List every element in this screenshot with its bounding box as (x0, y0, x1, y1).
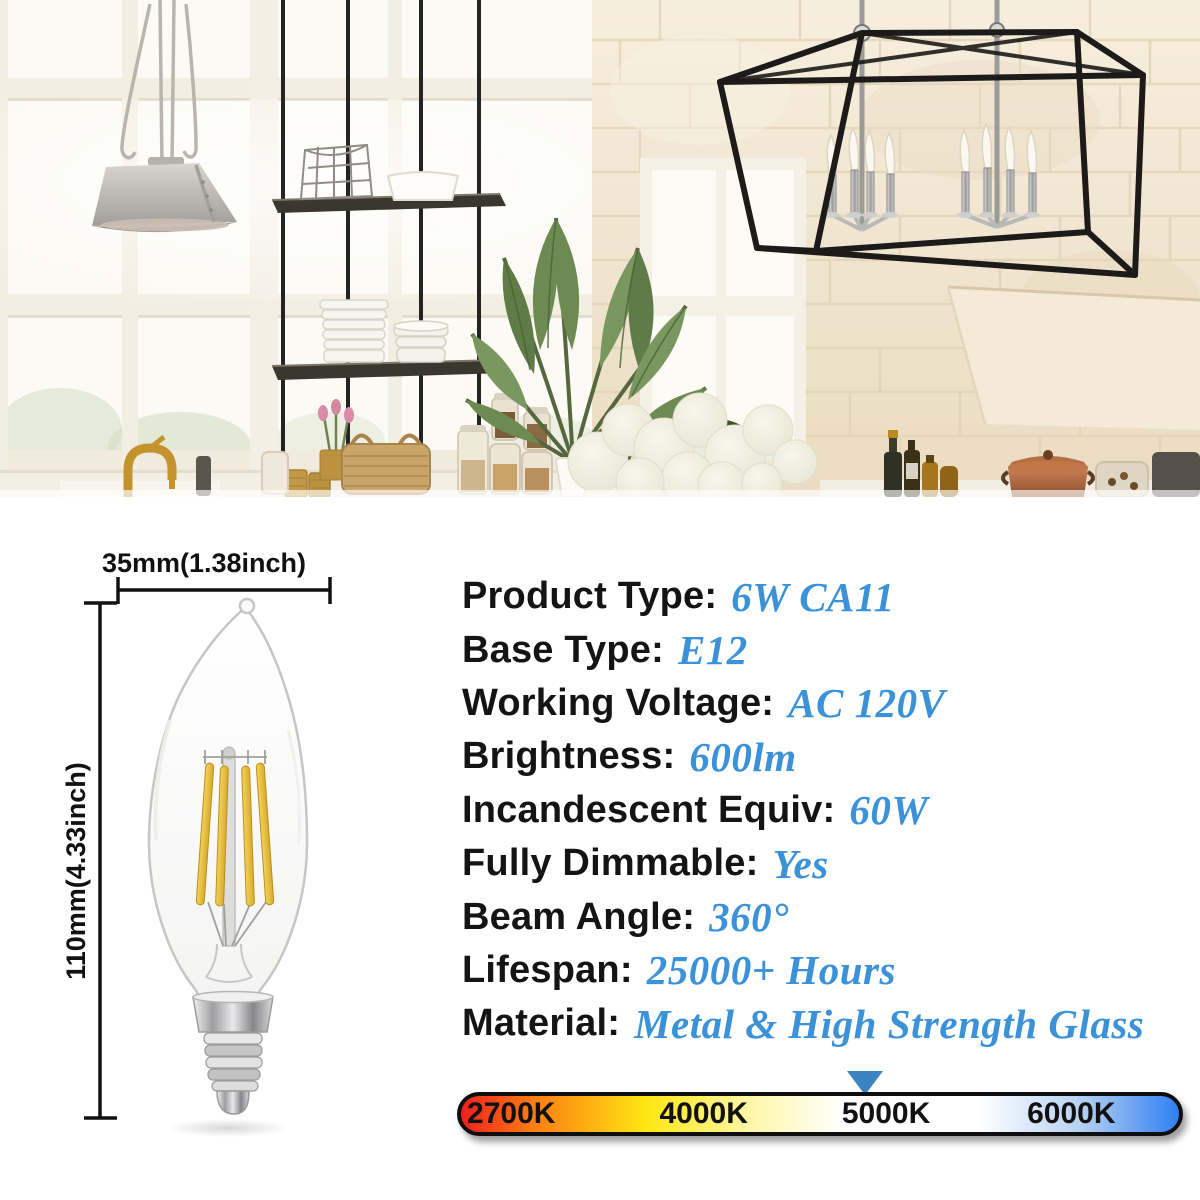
spec-label: Product Type: (462, 575, 718, 618)
spec-label: Brightness: (462, 735, 676, 778)
spec-row (462, 944, 1182, 997)
color-temperature-bar (457, 1092, 1183, 1136)
spec-row (462, 837, 1182, 890)
height-dimension-label: 110mm(4.33inch) (61, 762, 91, 980)
spec-value: 600lm (689, 733, 797, 780)
spec-label: Material: (462, 1002, 621, 1045)
screw-threads (204, 1033, 262, 1091)
spec-value: 25000+ Hours (646, 947, 896, 994)
bulb-shadow (168, 1119, 288, 1137)
spec-row (462, 997, 1182, 1050)
spec-row (462, 784, 1182, 837)
spec-label: Incandescent Equiv: (462, 788, 836, 831)
spec-row (462, 623, 1182, 676)
temp-label: 2700K (467, 1097, 556, 1130)
width-dimension-label: 35mm(1.38inch) (101, 548, 307, 578)
e12-base (193, 992, 273, 1115)
width-dimension (118, 577, 330, 604)
range-hood (948, 287, 1200, 430)
spec-list (462, 570, 1182, 1051)
spec-label: Fully Dimmable: (462, 842, 759, 885)
spec-value: 360° (709, 894, 789, 941)
spec-value: AC 120V (788, 680, 946, 727)
spec-label: Beam Angle: (462, 895, 696, 938)
wicker-basket (342, 436, 430, 495)
bulb-illustration (149, 599, 307, 1114)
base-tip (217, 1091, 249, 1114)
spec-value: E12 (677, 627, 748, 674)
spec-value: Yes (772, 840, 829, 887)
spec-row (462, 677, 1182, 730)
spec-value: Metal & High Strength Glass (634, 1000, 1145, 1047)
small-jar (262, 452, 288, 494)
spec-label: Working Voltage: (462, 681, 775, 724)
spec-label: Base Type: (462, 628, 664, 671)
spec-value: 60W (849, 787, 929, 834)
spec-row (462, 890, 1182, 943)
spec-row (462, 730, 1182, 783)
kitchen-photo (0, 0, 1200, 497)
white-dish (388, 172, 458, 200)
temp-label: 5000K (841, 1097, 931, 1130)
spec-value: 6W CA11 (731, 573, 895, 620)
temp-label: 4000K (659, 1097, 748, 1130)
temp-label: 6000K (1027, 1097, 1116, 1130)
spec-label: Lifespan: (462, 948, 633, 991)
spec-row (462, 570, 1182, 623)
